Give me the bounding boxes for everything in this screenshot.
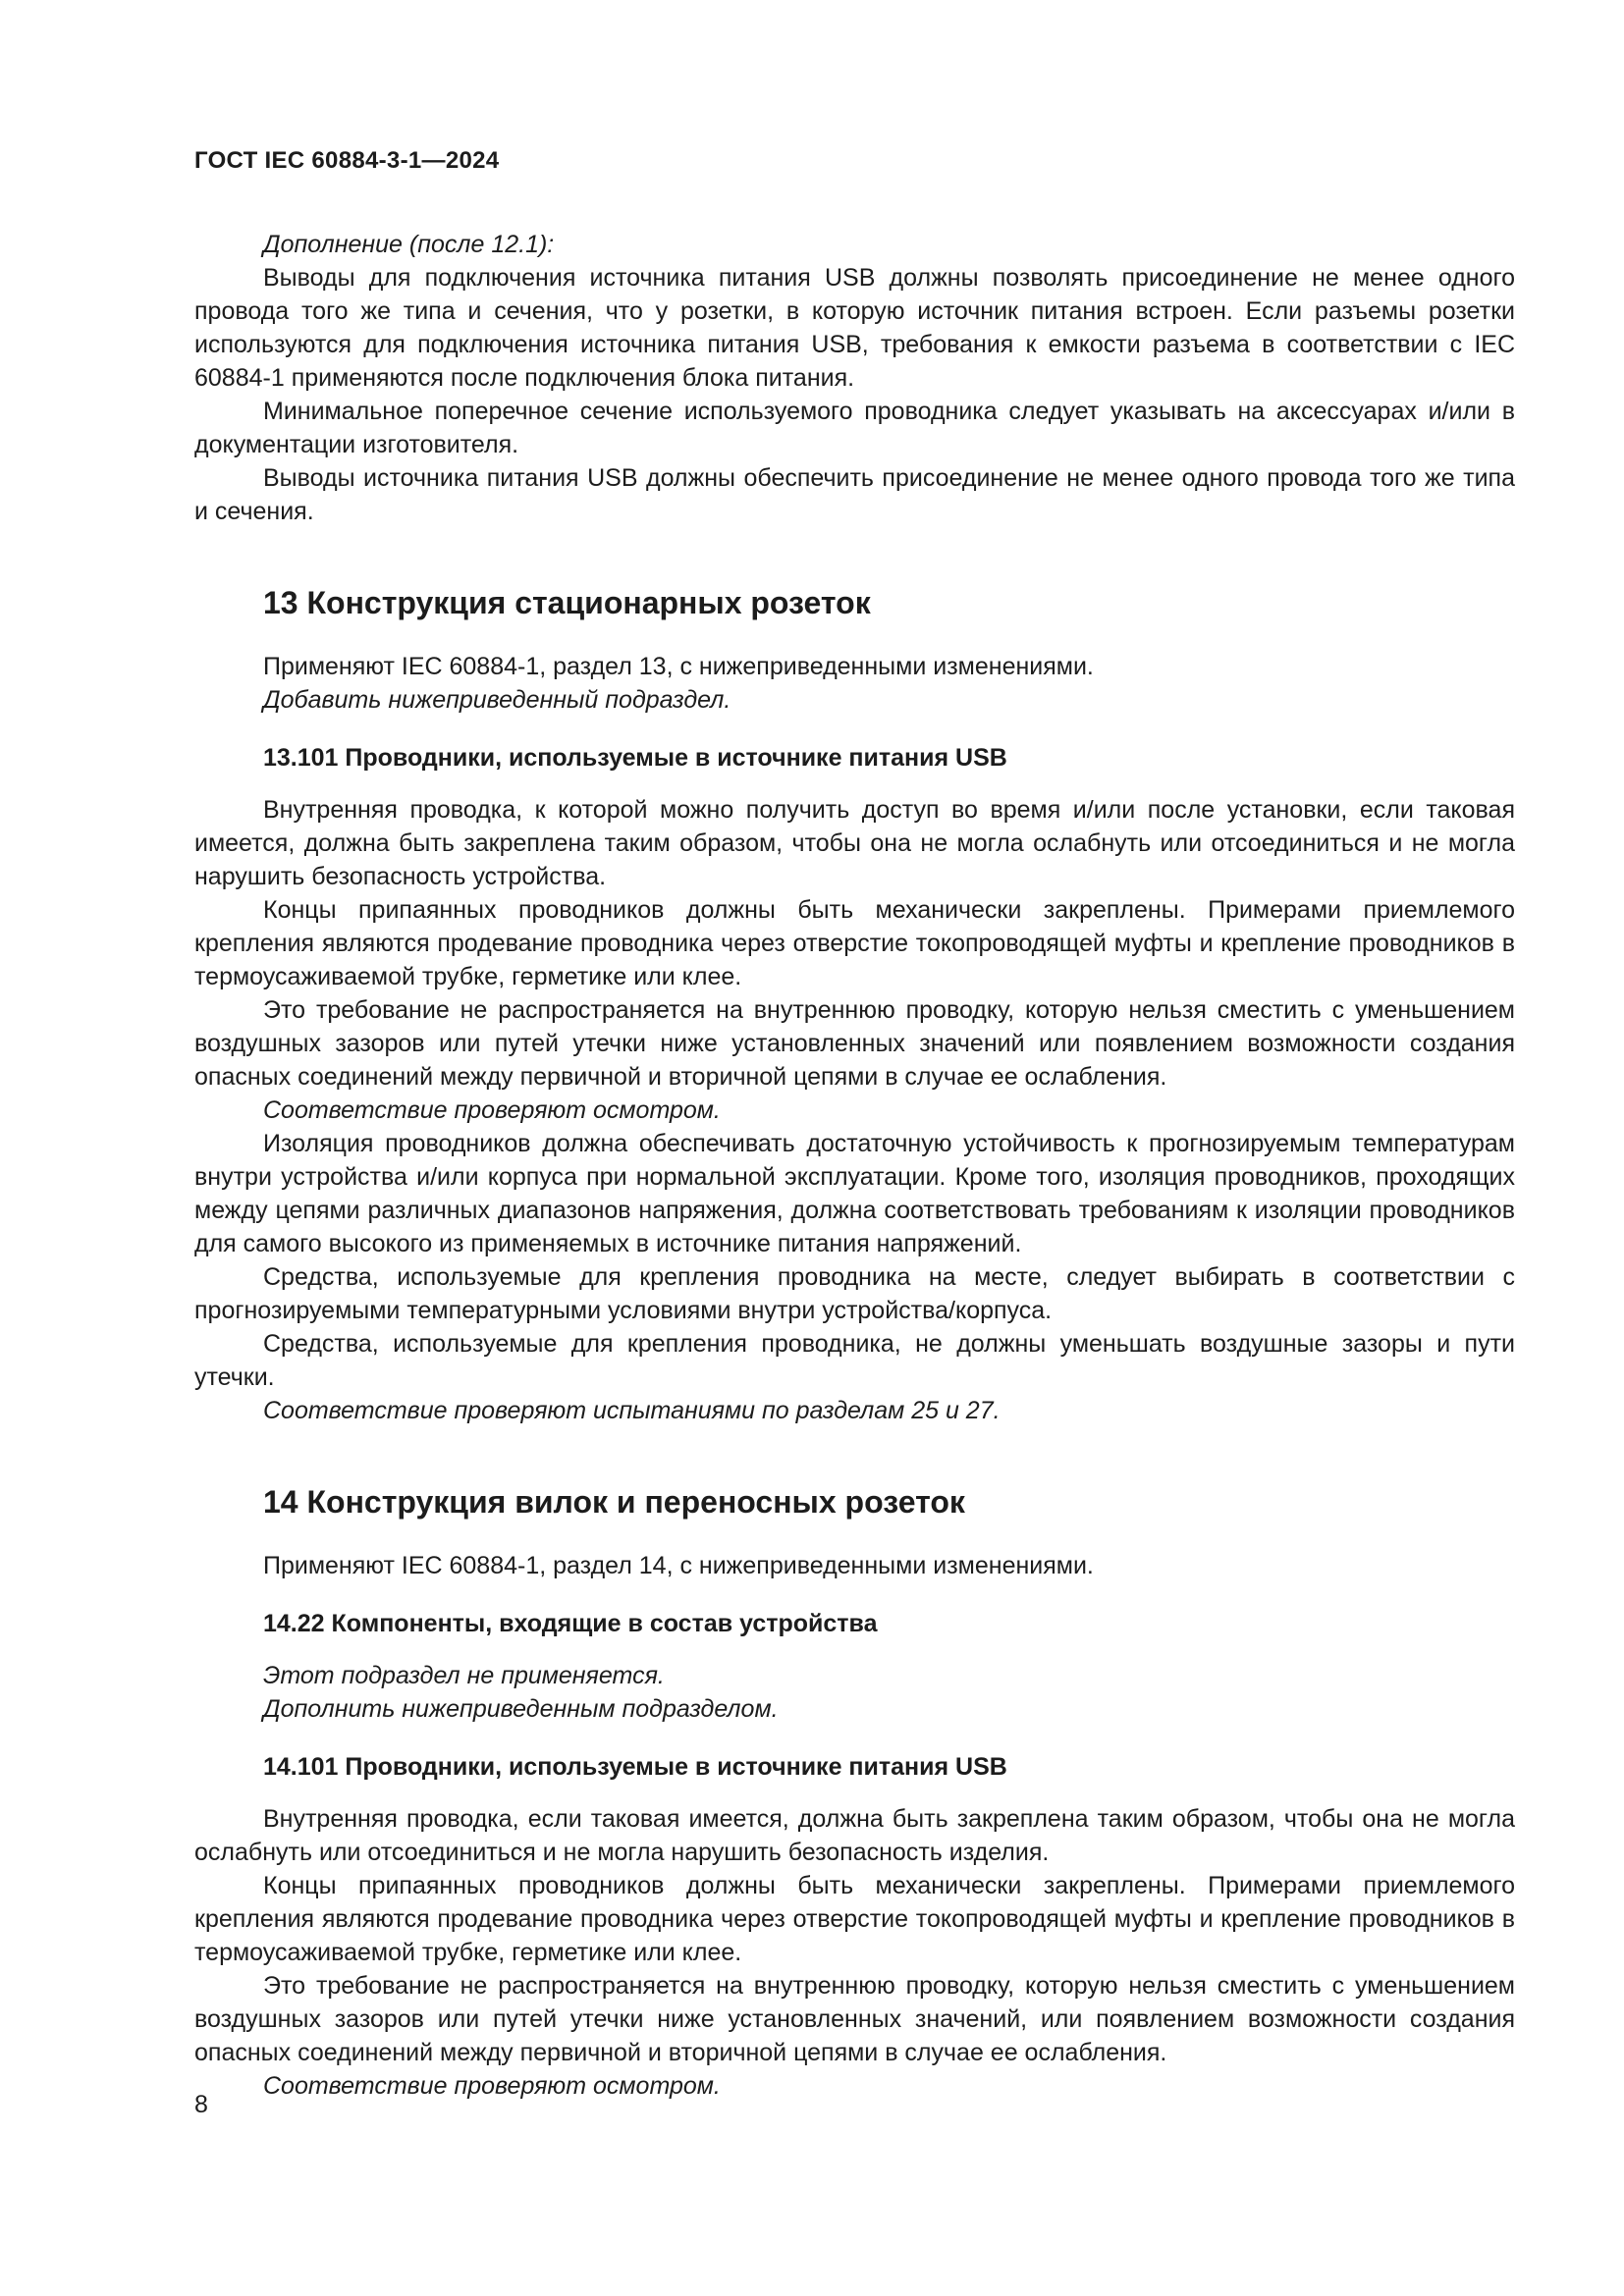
section-13-heading: 13 Конструкция стационарных розеток: [263, 585, 871, 620]
s13-compliance-check-2: Соответствие проверяют испытаниями по разделам 25 и 27.: [263, 1397, 1001, 1424]
s13-paragraph-4: Изоляция проводников должна обеспечивать достаточную устойчивость к прогнозируемым температурам внутри устройства и/или корпуса при нормальной эксплуатации. Кроме того, изоляция проводников, проходящих между цепями различных диапазонов напряжения, должна соответствовать требованиям к изоляции проводников для самого высокого из применяемых в источнике питания напряжений.: [194, 1130, 1515, 1257]
intro-paragraph-2: Минимальное поперечное сечение используемого проводника следует указывать на аксессуарах и/или в документации изготовителя.: [194, 398, 1515, 458]
section-13-add-note: Добавить нижеприведенный подраздел.: [263, 686, 731, 714]
subsection-14-101-heading: 14.101 Проводники, используемые в источнике питания USB: [263, 1753, 1007, 1781]
s14-paragraph-3: Это требование не распространяется на внутреннюю проводку, которую нельзя сместить с уменьшением воздушных зазоров или путей утечки ниже установленных значений, или появлением возможности создания опасных соединений между первичной и вторичной цепями в случае ее ослабления.: [194, 1972, 1515, 2066]
intro-paragraph-3: Выводы источника питания USB должны обеспечить присоединение не менее одного провода того же типа и сечения.: [194, 464, 1515, 525]
document-page: [194, 147, 1515, 2103]
s13-paragraph-1: Внутренняя проводка, к которой можно получить доступ во время и/или после установки, если таковая имеется, должна быть закреплена таким образом, чтобы она не могла ослабнуть или отсоединиться и не могла нарушить безопасность устройства.: [194, 796, 1515, 890]
section-14-apply: Применяют IEC 60884-1, раздел 14, с нижеприведенными изменениями.: [263, 1552, 1094, 1579]
section-13-apply: Применяют IEC 60884-1, раздел 13, с нижеприведенными изменениями.: [263, 653, 1094, 680]
s14-22-note-1: Этот подраздел не применяется.: [263, 1662, 665, 1689]
s14-paragraph-2: Концы припаянных проводников должны быть механически закреплены. Примерами приемлемого крепления являются продевание проводника через отверстие токопроводящей муфты и крепление проводников в термоусаживаемой трубке, герметике или клее.: [194, 1872, 1515, 1966]
s14-22-note-2: Дополнить нижеприведенным подразделом.: [263, 1695, 779, 1723]
page-number: 8: [194, 2091, 208, 2118]
document-header: ГОСТ IEC 60884-3-1—2024: [194, 147, 500, 174]
s13-paragraph-5: Средства, используемые для крепления проводника на месте, следует выбирать в соответствии с прогнозируемыми температурными условиями внутри устройства/корпуса.: [194, 1263, 1515, 1324]
addendum-label: Дополнение (после 12.1):: [263, 231, 555, 258]
s14-paragraph-1: Внутренняя проводка, если таковая имеется, должна быть закреплена таким образом, чтобы она не могла ослабнуть или отсоединиться и не могла нарушить безопасность изделия.: [194, 1805, 1515, 1866]
s13-paragraph-2: Концы припаянных проводников должны быть механически закреплены. Примерами приемлемого крепления являются продевание проводника через отверстие токопроводящей муфты и крепление проводников в термоусаживаемой трубке, герметике или клее.: [194, 896, 1515, 990]
subsection-14-22-heading: 14.22 Компоненты, входящие в состав устройства: [263, 1610, 878, 1637]
section-14-heading: 14 Конструкция вилок и переносных розеток: [263, 1484, 965, 1520]
subsection-13-101-heading: 13.101 Проводники, используемые в источнике питания USB: [263, 744, 1007, 772]
s13-paragraph-6: Средства, используемые для крепления проводника, не должны уменьшать воздушные зазоры и пути утечки.: [194, 1330, 1515, 1391]
intro-paragraph-1: Выводы для подключения источника питания USB должны позволять присоединение не менее одного провода того же типа и сечения, что у розетки, в которую источник питания встроен. Если разъемы розетки используются для подключения источника питания USB, требования к емкости разъема в соответствии с IEC 60884-1 применяются после подключения блока питания.: [194, 264, 1515, 392]
s14-compliance-check: Соответствие проверяют осмотром.: [263, 2072, 721, 2100]
s13-paragraph-3: Это требование не распространяется на внутреннюю проводку, которую нельзя сместить с уменьшением воздушных зазоров или путей утечки ниже установленных значений или появлением возможности создания опасных соединений между первичной и вторичной цепями в случае ее ослабления.: [194, 996, 1515, 1091]
s13-compliance-check-1: Соответствие проверяют осмотром.: [263, 1096, 721, 1124]
